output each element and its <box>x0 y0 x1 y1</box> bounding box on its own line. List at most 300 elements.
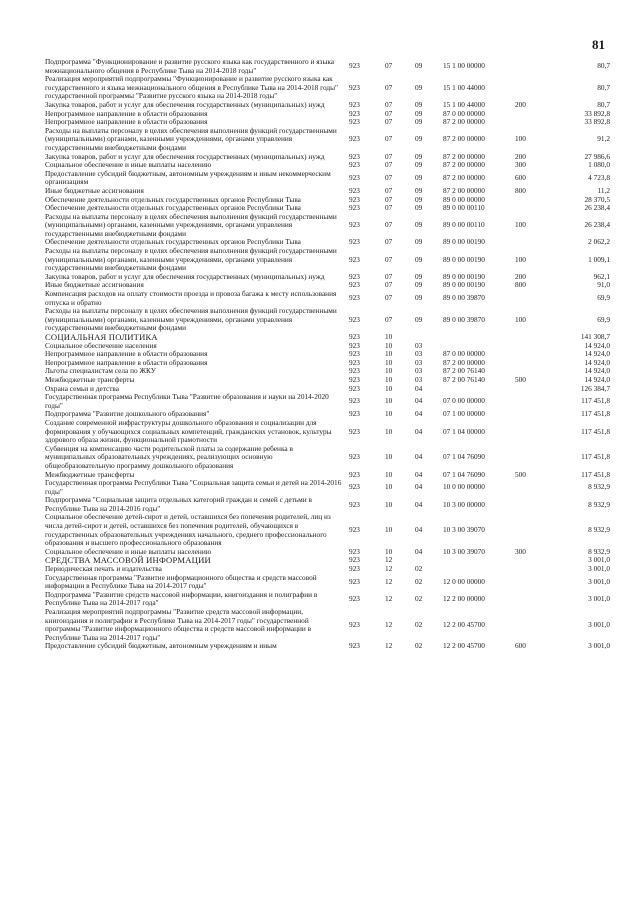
row-rz-code: 10 <box>385 409 393 419</box>
row-cs-code: 12 2 00 45700 <box>443 641 485 651</box>
row-name: Субвенция на компенсацию части родительской платы за содержание ребенка в муниципальных образовательных учреждениях, реализующих основную общеобразовательную программу дошкольного образования <box>45 443 293 470</box>
row-vr-code <box>515 359 555 368</box>
row-cs-code: 89 0 00 00190 <box>443 254 485 264</box>
table-row <box>45 376 610 385</box>
row-sum: 14 924,0 <box>584 349 610 359</box>
row-vr-code <box>515 58 555 75</box>
row-rz-code: 07 <box>385 160 393 170</box>
row-rz-code: 10 <box>385 383 393 393</box>
row-vr-code <box>515 479 555 496</box>
row-name: Подпрограмма "Развитие средств массовой информации, книгоиздания и полиграфии в Республике Тыва на 2014-2017 года" <box>45 589 318 608</box>
row-name: Предоставление субсидий бюджетным, автономным учреждениям и иным <box>45 641 277 651</box>
row-cs-code <box>443 385 515 394</box>
table-row <box>45 213 610 239</box>
row-rz-code: 07 <box>385 117 393 127</box>
row-rz-code: 10 <box>385 426 393 436</box>
row-gr-code: 923 <box>349 61 360 71</box>
row-cs-code: 07 1 04 76090 <box>443 452 485 462</box>
table-row <box>45 608 610 642</box>
row-gr-code: 923 <box>349 546 360 556</box>
row-gr-code: 923 <box>349 271 360 281</box>
row-name: Закупка товаров, работ и услуг для обеспечения государственных (муниципальных) нужд <box>45 99 325 109</box>
row-gr-code: 923 <box>349 220 360 230</box>
row-vr-code <box>515 410 555 419</box>
row-sum: 33 892,8 <box>584 108 610 118</box>
row-cs-code: 07 1 00 00000 <box>443 409 485 419</box>
row-gr-code: 923 <box>349 594 360 604</box>
row-rz-code: 12 <box>385 576 393 586</box>
row-pr-code: 04 <box>415 452 423 462</box>
row-pr-code: 09 <box>415 314 423 324</box>
row-vr-code <box>515 419 555 445</box>
row-sum: 28 370,5 <box>584 194 610 204</box>
row-rz-code: 12 <box>385 641 393 651</box>
row-vr-code <box>515 118 555 127</box>
row-gr-code: 923 <box>349 555 360 565</box>
row-sum: 117 451,8 <box>581 426 610 436</box>
row-pr-code: 09 <box>415 254 423 264</box>
row-gr-code: 923 <box>349 426 360 436</box>
row-pr-code: 04 <box>415 426 423 436</box>
table-row <box>45 290 610 307</box>
row-gr-code: 923 <box>349 452 360 462</box>
row-pr-code: 02 <box>415 594 423 604</box>
row-cs-code: 89 0 00 00000 <box>443 194 485 204</box>
row-cs-code: 89 0 00 00110 <box>443 203 485 213</box>
row-vr-code: 600 <box>515 173 526 183</box>
row-rz-code: 07 <box>385 173 393 183</box>
row-name: Иные бюджетные ассигнования <box>45 185 144 195</box>
row-pr-code: 09 <box>415 173 423 183</box>
row-pr-code: 09 <box>415 293 423 303</box>
row-pr-code: 04 <box>415 482 423 492</box>
row-pr-code: 04 <box>415 469 423 479</box>
row-gr-code: 923 <box>349 357 360 367</box>
row-rz-code: 12 <box>385 564 393 574</box>
row-gr-code: 923 <box>349 160 360 170</box>
row-rz-code: 10 <box>385 546 393 556</box>
row-cs-code: 07 1 04 00000 <box>443 426 485 436</box>
row-rz-code: 12 <box>385 555 393 565</box>
row-sum: 3 001,0 <box>588 641 610 651</box>
row-vr-code: 100 <box>515 134 526 144</box>
row-cs-code: 87 0 00 00000 <box>443 108 485 118</box>
row-pr-code: 09 <box>415 134 423 144</box>
row-name: Льготы специалистам села по ЖКУ <box>45 366 156 376</box>
row-vr-code: 100 <box>515 314 526 324</box>
row-name: Межбюджетные трансферты <box>45 469 135 479</box>
row-sum: 3 001,0 <box>588 619 610 629</box>
row-vr-code: 200 <box>515 99 526 109</box>
row-rz-code: 10 <box>385 366 393 376</box>
row-pr-code: 02 <box>415 576 423 586</box>
row-name: Межбюджетные трансферты <box>45 374 135 384</box>
row-sum: 80,7 <box>597 61 610 71</box>
table-row <box>45 479 610 496</box>
row-pr-code: 02 <box>415 641 423 651</box>
row-name: Обеспечение деятельности отдельных государственных органов Республики Тыва <box>45 203 301 213</box>
row-cs-code: 10 3 00 39070 <box>443 525 485 535</box>
row-pr-code: 03 <box>415 366 423 376</box>
row-gr-code: 923 <box>349 374 360 384</box>
row-gr-code: 923 <box>349 82 360 92</box>
row-rz-code: 07 <box>385 271 393 281</box>
table-row <box>45 513 610 547</box>
row-vr-code <box>515 110 555 119</box>
row-rz-code: 07 <box>385 82 393 92</box>
row-gr-code: 923 <box>349 409 360 419</box>
row-gr-code: 923 <box>349 525 360 535</box>
row-vr-code: 800 <box>515 280 526 290</box>
row-pr-code: 09 <box>415 280 423 290</box>
row-vr-code <box>515 238 555 247</box>
row-name: Расходы на выплаты персоналу в целях обеспечения выполнения функций государственными (муниципальными) органами, казенными учреждениями, органами управления государственными внебюджетными фондами <box>45 211 337 238</box>
row-rz-code: 12 <box>385 594 393 604</box>
row-gr-code: 923 <box>349 203 360 213</box>
row-cs-code: 12 2 00 45700 <box>443 619 485 629</box>
row-rz-code: 07 <box>385 151 393 161</box>
row-sum: 8 932,9 <box>588 499 610 509</box>
row-sum: 91,2 <box>597 134 610 144</box>
row-rz-code: 07 <box>385 99 393 109</box>
row-pr-code: 04 <box>415 396 423 406</box>
row-name: СОЦИАЛЬНАЯ ПОЛИТИКА <box>45 332 158 342</box>
row-cs-code: 89 0 00 39870 <box>443 314 485 324</box>
row-cs-code: 87 2 00 76140 <box>443 366 485 376</box>
row-sum: 8 932,9 <box>588 546 610 556</box>
row-name: Непрограммное направление в области образования <box>45 357 208 367</box>
row-rz-code: 07 <box>385 203 393 213</box>
row-vr-code <box>515 556 555 565</box>
row-name: Реализация мероприятий подпрограммы "Функционирование и развитие русского языка как государственного и языка межнационального общения в Республике Тыва на 2014-2018 годы" государственной программы "Развитие русского языка на 2014-2018 годы" <box>45 74 338 101</box>
row-name: Государственная программа Республики Тыва "Социальная защита семьи и детей на 2014-2016 годы" <box>45 478 342 496</box>
row-cs-code: 87 2 00 00000 <box>443 117 485 127</box>
row-name: Непрограммное направление в области образования <box>45 108 208 118</box>
row-cs-code: 15 1 00 00000 <box>443 61 485 71</box>
table-row <box>45 642 610 651</box>
row-vr-code: 800 <box>515 185 526 195</box>
row-vr-code <box>515 608 555 642</box>
row-gr-code: 923 <box>349 293 360 303</box>
budget-table <box>45 58 610 651</box>
row-sum: 141 308,7 <box>580 332 610 341</box>
row-vr-code <box>515 196 555 205</box>
row-vr-code: 100 <box>515 254 526 264</box>
row-name: Государственная программа Республики Тыва "Развитие образования и науки на 2014-2020 годы" <box>45 392 329 410</box>
row-rz-code: 07 <box>385 314 393 324</box>
row-gr-code: 923 <box>349 576 360 586</box>
row-cs-code: 07 1 04 76090 <box>443 469 485 479</box>
row-vr-code <box>515 574 555 591</box>
row-gr-code: 923 <box>349 185 360 195</box>
row-gr-code: 923 <box>349 237 360 247</box>
row-vr-code <box>515 350 555 359</box>
row-pr-code: 09 <box>415 160 423 170</box>
table-row <box>45 496 610 513</box>
row-rz-code: 10 <box>385 396 393 406</box>
row-vr-code: 600 <box>515 641 526 651</box>
row-sum: 80,7 <box>597 82 610 92</box>
row-rz-code: 10 <box>385 340 393 350</box>
row-sum: 3 001,0 <box>588 555 610 565</box>
row-gr-code: 923 <box>349 117 360 127</box>
row-name: Периодическая печать и издательства <box>45 564 162 574</box>
row-vr-code <box>515 513 555 547</box>
row-name: Подпрограмма "Развитие дошкольного образования" <box>45 409 210 419</box>
row-name: Расходы на выплаты персоналу в целях обеспечения выполнения функций государственными (муниципальными) органами, казенными учреждениями, органами управления государственными внебюджетными фондами <box>45 246 337 273</box>
row-pr-code: 04 <box>415 409 423 419</box>
row-sum: 14 924,0 <box>584 357 610 367</box>
row-pr-code: 04 <box>415 499 423 509</box>
row-name: Социальное обеспечение детей-сирот и детей, оставшихся без попечения родителей, лиц из числа детей-сирот и детей, оставшихся без попечения родителей, обучающихся в государственных образовательных учреждениях начального, среднего профессионального образования и высшего профессионального образования <box>45 512 331 548</box>
row-name: Обеспечение деятельности отдельных государственных органов Республики Тыва <box>45 237 301 247</box>
row-name: Подпрограмма "Функционирование и развитие русского языка как государственного и языка межнационального общения в Республике Тыва на 2014-2018 годы" <box>45 57 335 75</box>
row-vr-code <box>515 290 555 307</box>
row-rz-code: 07 <box>385 194 393 204</box>
row-sum: 14 924,0 <box>584 366 610 376</box>
row-vr-code <box>515 445 555 471</box>
row-pr-code: 09 <box>415 99 423 109</box>
row-cs-code: 89 0 00 00110 <box>443 220 485 230</box>
row-sum: 2 062,2 <box>588 237 610 247</box>
row-cs-code: 87 0 00 00000 <box>443 349 485 359</box>
row-cs-code: 10 3 00 39070 <box>443 546 485 556</box>
row-pr-code: 09 <box>415 185 423 195</box>
row-rz-code: 07 <box>385 293 393 303</box>
row-rz-code: 07 <box>385 220 393 230</box>
row-pr-code: 04 <box>415 383 423 393</box>
row-rz-code: 10 <box>385 357 393 367</box>
row-rz-code: 07 <box>385 237 393 247</box>
row-cs-code: 87 2 00 00000 <box>443 160 485 170</box>
row-name: Создание современной инфраструктуры дошкольного образования и социализации для формирования у обучающихся социальных компетенций, гражданских установок, культуры здорового образа жизни, функциональной грамотности <box>45 417 332 445</box>
page-number: 81 <box>592 37 605 52</box>
row-sum: 1 080,0 <box>588 160 610 170</box>
row-cs-code: 89 0 00 00190 <box>443 280 485 290</box>
row-sum: 117 451,8 <box>581 409 610 419</box>
row-sum: 14 924,0 <box>584 340 610 350</box>
row-pr-code: 02 <box>415 619 423 629</box>
row-pr-code: 04 <box>415 546 423 556</box>
row-rz-code: 07 <box>385 61 393 71</box>
row-gr-code: 923 <box>349 134 360 144</box>
row-sum: 3 001,0 <box>588 576 610 586</box>
row-rz-code: 07 <box>385 185 393 195</box>
row-name: СРЕДСТВА МАССОВОЙ ИНФОРМАЦИИ <box>45 555 211 566</box>
row-cs-code: 15 1 00 44000 <box>443 82 485 92</box>
table-row <box>45 591 610 608</box>
row-sum: 11,2 <box>597 185 610 195</box>
row-sum: 117 451,8 <box>581 396 610 406</box>
row-rz-code: 07 <box>385 134 393 144</box>
row-sum: 33 892,8 <box>584 117 610 127</box>
row-sum: 26 238,4 <box>584 203 610 213</box>
row-vr-code <box>515 496 555 513</box>
row-name: Социальное обеспечение населения <box>45 340 157 350</box>
row-gr-code: 923 <box>349 332 360 341</box>
row-pr-code: 09 <box>415 151 423 161</box>
row-pr-code: 03 <box>415 357 423 367</box>
row-cs-code: 10 0 00 00000 <box>443 482 485 492</box>
row-rz-code: 07 <box>385 254 393 264</box>
row-cs-code: 87 2 00 00000 <box>443 185 485 195</box>
row-cs-code: 12 0 00 00000 <box>443 576 485 586</box>
table-row <box>45 247 610 273</box>
row-pr-code: 09 <box>415 203 423 213</box>
row-vr-code: 500 <box>515 469 526 479</box>
row-cs-code: 15 1 00 44000 <box>443 99 485 109</box>
row-vr-code: 200 <box>515 271 526 281</box>
row-gr-code: 923 <box>349 280 360 290</box>
row-sum: 1 009,1 <box>588 254 610 264</box>
table-row <box>45 445 610 471</box>
table-row <box>45 170 610 187</box>
row-name: Закупка товаров, работ и услуг для обеспечения государственных (муниципальных) нужд <box>45 271 325 281</box>
row-cs-code: 87 2 00 00000 <box>443 151 485 161</box>
row-name: Компенсация расходов на оплату стоимости проезда и провоза багажа к месту использования отпуска и обратно <box>45 289 337 307</box>
row-vr-code: 500 <box>515 374 526 384</box>
row-vr-code <box>515 591 555 608</box>
row-sum: 4 723,8 <box>588 173 610 183</box>
row-pr-code: 09 <box>415 61 423 71</box>
row-cs-code <box>443 565 515 574</box>
row-cs-code: 87 2 00 00000 <box>443 173 485 183</box>
row-cs-code <box>443 556 515 565</box>
row-vr-code <box>515 385 555 394</box>
row-rz-code: 10 <box>385 452 393 462</box>
row-name: Расходы на выплаты персоналу в целях обеспечения выполнения функций государственными (муниципальными) органами, казенными учреждениями, органами управления государственными внебюджетными фондами <box>45 125 337 152</box>
row-pr-code: 03 <box>415 349 423 359</box>
row-sum: 80,7 <box>597 99 610 109</box>
row-cs-code: 87 2 00 00000 <box>443 357 485 367</box>
row-cs-code: 89 0 00 00190 <box>443 237 485 247</box>
row-gr-code: 923 <box>349 499 360 509</box>
row-sum: 69,9 <box>597 293 610 303</box>
row-rz-code: 10 <box>385 374 393 384</box>
table-row <box>45 58 610 75</box>
row-gr-code: 923 <box>349 151 360 161</box>
row-pr-code: 09 <box>415 108 423 118</box>
row-gr-code: 923 <box>349 314 360 324</box>
row-name: Расходы на выплаты персоналу в целях обеспечения выполнения функций государственными (муниципальными) органами, казенными учреждениями, органами управления государственными внебюджетными фондами <box>45 306 337 333</box>
row-sum: 117 451,8 <box>581 469 610 479</box>
row-sum: 962,1 <box>593 271 610 281</box>
row-gr-code: 923 <box>349 383 360 393</box>
row-pr-code: 09 <box>415 117 423 127</box>
row-sum: 27 986,6 <box>584 151 610 161</box>
row-gr-code: 923 <box>349 349 360 359</box>
row-vr-code <box>515 342 555 351</box>
row-sum: 3 001,0 <box>588 564 610 574</box>
row-gr-code: 923 <box>349 482 360 492</box>
row-name: Социальное обеспечение и иные выплаты населению <box>45 546 212 556</box>
row-sum: 26 238,4 <box>584 220 610 230</box>
row-cs-code: 89 0 00 00190 <box>443 271 485 281</box>
row-pr-code: 03 <box>415 340 423 350</box>
row-vr-code <box>515 333 555 342</box>
row-rz-code: 10 <box>385 525 393 535</box>
table-row <box>45 75 610 101</box>
row-sum: 14 924,0 <box>584 374 610 384</box>
row-cs-code: 07 0 00 00000 <box>443 396 485 406</box>
row-pr-code: 09 <box>415 82 423 92</box>
row-name: Государственная программа "Развитие информационного общества и средств массовой информации в Республике Тыва на 2014-2017 годы" <box>45 572 317 591</box>
row-name: Реализация мероприятий подпрограммы "Развитие средств массовой информации, книгоиздания и полиграфии в Республике Тыва на 2014-2017 годы" государственной программы "Развитие информационного общества и средств массовой информации в Республике Тыва на 2014-2017 годы" <box>45 607 312 642</box>
row-pr-code: 09 <box>415 271 423 281</box>
table-body <box>45 58 610 651</box>
row-pr-code: 09 <box>415 237 423 247</box>
row-gr-code: 923 <box>349 469 360 479</box>
table-row <box>45 419 610 445</box>
row-name: Непрограммное направление в области образования <box>45 117 208 127</box>
row-gr-code: 923 <box>349 99 360 109</box>
row-vr-code <box>515 393 555 410</box>
row-gr-code: 923 <box>349 641 360 651</box>
row-name: Предоставление субсидий бюджетным, автономным учреждениям и иным некоммерческим организациям <box>45 168 331 187</box>
row-sum: 117 451,8 <box>581 452 610 462</box>
row-gr-code: 923 <box>349 564 360 574</box>
row-gr-code: 923 <box>349 173 360 183</box>
table-row <box>45 574 610 591</box>
row-sum: 3 001,0 <box>588 594 610 604</box>
row-sum: 126 384,7 <box>580 383 610 393</box>
row-vr-code: 300 <box>515 546 526 556</box>
row-pr-code: 04 <box>415 525 423 535</box>
table-row <box>45 393 610 410</box>
row-cs-code: 10 3 00 00000 <box>443 499 485 509</box>
row-rz-code: 10 <box>385 349 393 359</box>
row-cs-code: 12 2 00 00000 <box>443 594 485 604</box>
row-vr-code: 300 <box>515 160 526 170</box>
row-gr-code: 923 <box>349 619 360 629</box>
row-gr-code: 923 <box>349 194 360 204</box>
row-name: Социальное обеспечение и иные выплаты населению <box>45 160 212 170</box>
row-name: Непрограммное направление в области образования <box>45 349 208 359</box>
row-rz-code: 10 <box>385 332 393 341</box>
row-gr-code: 923 <box>349 396 360 406</box>
row-name: Охрана семьи и детства <box>45 383 119 393</box>
row-name: Обеспечение деятельности отдельных государственных органов Республики Тыва <box>45 194 301 204</box>
row-rz-code: 10 <box>385 499 393 509</box>
row-sum: 8 932,9 <box>588 482 610 492</box>
row-rz-code: 12 <box>385 619 393 629</box>
row-rz-code: 07 <box>385 280 393 290</box>
row-gr-code: 923 <box>349 108 360 118</box>
row-rz-code: 10 <box>385 469 393 479</box>
row-cs-code: 87 2 00 00000 <box>443 134 485 144</box>
row-gr-code: 923 <box>349 340 360 350</box>
row-rz-code: 10 <box>385 482 393 492</box>
row-sum: 91,0 <box>597 280 610 290</box>
row-pr-code: 09 <box>415 220 423 230</box>
table-row <box>45 127 610 153</box>
row-sum: 69,9 <box>597 314 610 324</box>
row-pr-code: 03 <box>415 374 423 384</box>
row-name: Закупка товаров, работ и услуг для обеспечения государственных (муниципальных) нужд <box>45 151 325 161</box>
table-row <box>45 307 610 333</box>
row-name: Иные бюджетные ассигнования <box>45 280 144 290</box>
row-gr-code: 923 <box>349 254 360 264</box>
row-gr-code: 923 <box>349 366 360 376</box>
row-vr-code <box>515 204 555 213</box>
row-sum: 8 932,9 <box>588 525 610 535</box>
row-vr-code: 100 <box>515 220 526 230</box>
row-cs-code <box>443 333 515 342</box>
row-name: Подпрограмма "Социальная защита отдельных категорий граждан и семей с детьми в Республике Тыва на 2014-2016 годы" <box>45 495 312 513</box>
row-rz-code: 07 <box>385 108 393 118</box>
row-vr-code: 200 <box>515 151 526 161</box>
row-pr-code: 02 <box>415 564 423 574</box>
